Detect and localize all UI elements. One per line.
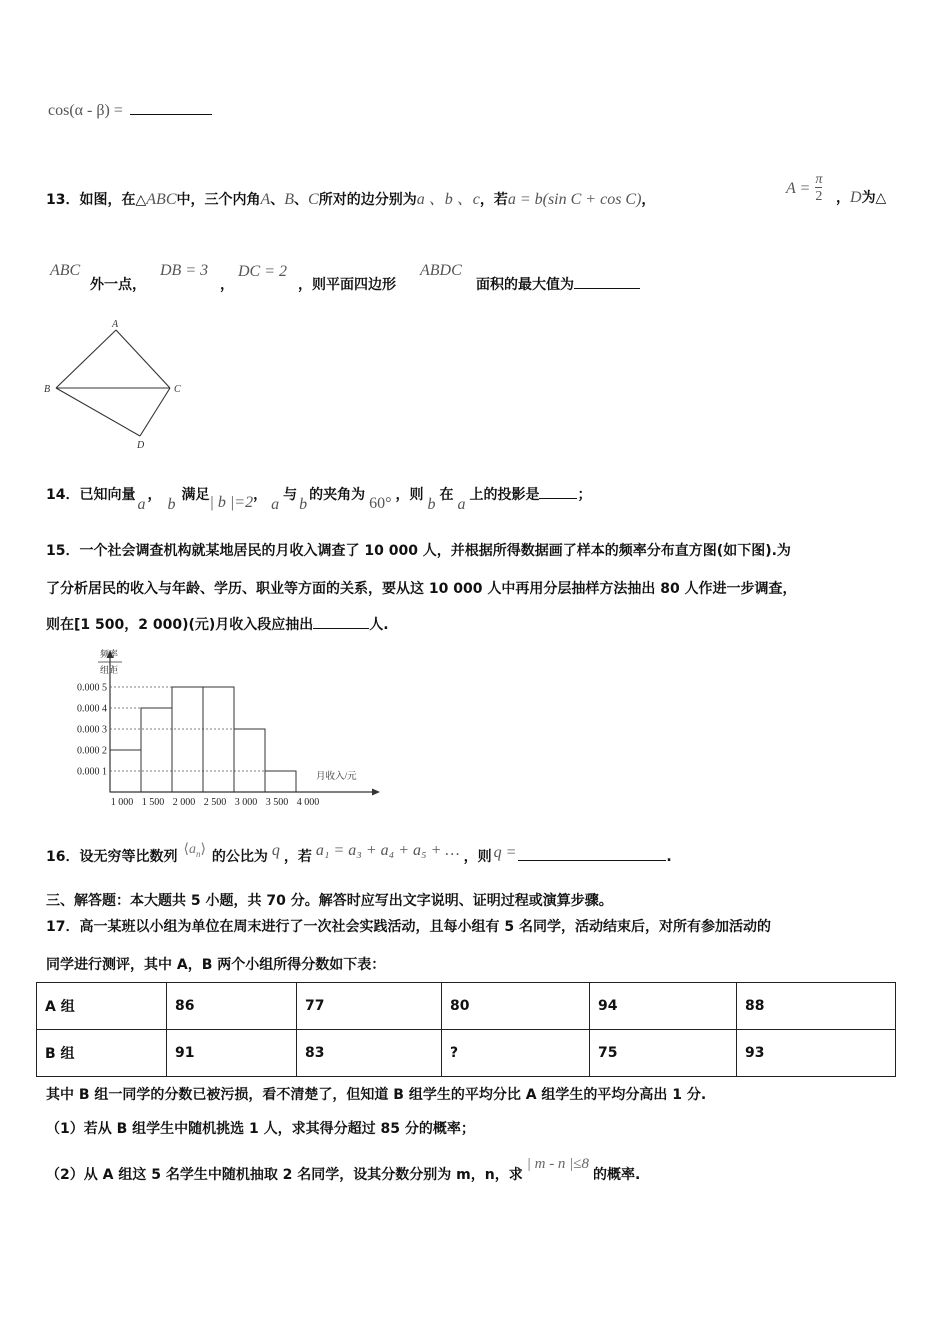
q13-text: 、 (294, 192, 309, 208)
table-cell: 93 (737, 1030, 896, 1077)
q14-math-a: a (137, 496, 146, 513)
histogram-x-tick-label: 2 500 (203, 797, 227, 808)
q17-part2 (46, 1156, 641, 1184)
q14-text: ， (253, 487, 268, 503)
histogram-y-ticks (77, 683, 107, 778)
table-cell-group-a: A 组 (37, 983, 167, 1030)
histogram-bar (172, 687, 203, 792)
q14-text: 在 (439, 487, 454, 503)
histogram-xlabel: 月收入/元 (316, 772, 357, 782)
edge-ac (116, 330, 170, 388)
q17-after-table: 其中 B 组一同学的分数已被污损，看不清楚了，但知道 B 组学生的平均分比 A 组学生的平均分高出 1 分. (46, 1087, 707, 1103)
vertex-label-b: B (44, 384, 51, 395)
q13-math-abdc-text: ABDC (420, 262, 462, 279)
q13-blank (574, 276, 640, 289)
vertex-label-d: D (137, 440, 145, 451)
table-cell: 75 (590, 1030, 737, 1077)
q12-blank (130, 102, 212, 115)
q14-blank (539, 486, 577, 499)
histogram-bar (203, 687, 234, 792)
q14-line (46, 484, 592, 513)
q13-math-dc (238, 261, 287, 281)
vertex-label-a: A (112, 319, 119, 330)
edge-bd (56, 388, 140, 436)
q17-part2-text: 的概率. (593, 1167, 641, 1183)
vertex-label-c: C (174, 384, 181, 395)
q13-fraction (815, 172, 822, 205)
q13-angle-condition (786, 172, 822, 205)
table-cell: 77 (297, 983, 442, 1030)
q13-math-pi: π (815, 172, 823, 187)
histogram-x-tick-label: 3 500 (265, 797, 289, 808)
q13-text: 为△ (861, 190, 887, 206)
histogram-y-tick-label: 0.000 3 (77, 724, 107, 736)
q15-text: 则在[1 500，2 000)(元)月收入段应抽出 (46, 617, 314, 633)
q14-math-norm: | b |=2 (209, 494, 254, 511)
table-cell-group-b: B 组 (37, 1030, 167, 1077)
q13-math-D: D (850, 189, 862, 206)
q16-text: ，则 (463, 849, 492, 865)
q14-math-angle: 60° (369, 495, 392, 512)
q13-number: 13． (46, 192, 80, 208)
histogram-bar (141, 708, 172, 792)
q14-math-b: b (167, 496, 176, 513)
q14-text: 上的投影是 (469, 487, 540, 503)
q16-text: 的公比为 (211, 849, 268, 865)
histogram-bar (265, 771, 296, 792)
q16-math-seq-sub: n (195, 848, 201, 859)
q17-score-table (36, 982, 896, 1077)
q13-line1 (46, 186, 655, 209)
q13-text: 如图，在△ (79, 192, 147, 208)
q16-math-equation: a₁ = a₃ + a₄ + a₅ + … (315, 842, 460, 859)
q14-text: ； (577, 487, 592, 503)
q13-math-dc-text: DC = 2 (238, 263, 288, 280)
histogram-ylabel-top: 频率 (100, 649, 119, 659)
q13-text-max (476, 274, 640, 294)
q13-text: 面积的最大值为 (476, 277, 574, 293)
q13-math-A-eq: A = (786, 180, 811, 197)
q13-math: B (284, 191, 295, 208)
q13-quadrilateral-figure (40, 314, 200, 454)
q13-math-db-text: DB = 3 (160, 262, 209, 279)
q14-text: 与 (283, 487, 298, 503)
q16-math-seq: $⟨a_n⟩$ (183, 842, 206, 859)
histogram-ylabel-bottom: 组距 (100, 665, 119, 675)
q14-math-a3: a (457, 496, 466, 513)
q16-line (46, 842, 672, 867)
q15-line3 (46, 614, 389, 634)
q17-part2-text: （2）从 A 组这 5 名学生中随机抽取 2 名同学，设其分数分别为 m，n，求 (46, 1167, 523, 1183)
q13-math-db (160, 260, 208, 280)
q14-text: 满足 (181, 487, 210, 503)
section3-heading: 三、解答题：本大题共 5 小题，共 70 分。解答时应写出文字说明、证明过程或演算步骤。 (46, 893, 613, 909)
q13-comma: ， (220, 277, 234, 293)
histogram-x-tick-label: 2 000 (172, 797, 196, 808)
q13-math-abc2-text: ABC (50, 262, 81, 279)
q14-text: ， (147, 487, 162, 503)
q16-text: . (666, 849, 672, 865)
table-row (37, 1030, 896, 1077)
histogram-x-tick-label: 1 500 (141, 797, 165, 808)
q13-text-quad: ，则平面四边形 (298, 277, 396, 293)
q16-math-q2: q = (493, 844, 517, 861)
table-cell: 91 (167, 1030, 297, 1077)
histogram-bar (234, 729, 265, 792)
q13-figure-lines (56, 330, 170, 436)
q13-text: 、 (270, 192, 285, 208)
q15-line2: 了分析居民的收入与年龄、学历、职业等方面的关系，要从这 10 000 人中再用分层抽样方法抽出 80 人作进一步调查， (46, 581, 797, 597)
q14-math-b2: b (299, 496, 308, 513)
q13-math-equation: a = b(sin C + cos C) (507, 191, 642, 208)
q12-answer-line (48, 100, 212, 120)
histogram-x-tick-label: 4 000 (296, 797, 320, 808)
q16-math-q: q (271, 842, 280, 859)
q14-text: ，则 (395, 487, 424, 503)
histogram-y-tick-label: 0.000 2 (77, 745, 107, 757)
q13-line1-end (836, 187, 886, 207)
q16-blank (518, 848, 666, 861)
histogram-x-ticks (111, 797, 320, 808)
q13-text: ，若 (479, 192, 508, 208)
q14-number: 14． (46, 487, 80, 503)
q13-math: A (260, 191, 271, 208)
edge-ab (56, 330, 116, 388)
q13-text: 所对的边分别为 (318, 192, 417, 208)
histogram-bars (110, 687, 296, 792)
histogram-y-tick-label: 0.000 5 (77, 682, 107, 694)
histogram-y-tick-label: 0.000 1 (77, 766, 107, 778)
q13-math-abdc (420, 260, 462, 280)
q13-text: 中，三个内角 (176, 192, 261, 208)
table-row (37, 983, 896, 1030)
q13-math-two: 2 (815, 189, 823, 204)
q17-part1: （1）若从 B 组学生中随机挑选 1 人，求其得分超过 85 分的概率； (46, 1121, 475, 1137)
histogram-y-tick-label: 0.000 4 (77, 703, 107, 715)
q13-math-abc2 (50, 260, 80, 280)
histogram-x-tick-label: 1 000 (110, 797, 134, 808)
q17-part2-math: | m - n |≤8 (526, 1156, 590, 1172)
q17-line1: 17．高一某班以小组为单位在周末进行了一次社会实践活动，且每小组有 5 名同学，活动结束后，对所有参加活动的 (46, 919, 771, 935)
table-cell: 80 (442, 983, 590, 1030)
q15-histogram (40, 646, 390, 810)
q15-blank (313, 616, 369, 629)
x-axis-arrow (372, 789, 380, 796)
q13-math: C (308, 191, 319, 208)
q13-text-outside: 外一点， (90, 277, 146, 293)
q13-math-sides: a 、b 、c (416, 191, 480, 208)
q14-text: 的夹角为 (309, 487, 366, 503)
q15-text: 人. (369, 617, 389, 633)
q15-line1: 15．一个社会调查机构就某地居民的月收入调查了 10 000 人，并根据所得数据画了样本的频率分布直方图(如下图).为 (46, 543, 791, 559)
q16-math-seq-a: a (188, 842, 196, 857)
table-cell: 94 (590, 983, 737, 1030)
edge-cd (140, 388, 170, 436)
q16-text: ，若 (283, 849, 312, 865)
q13-text: ， (641, 192, 656, 208)
q14-math-a2: a (271, 496, 280, 513)
q16-number: 16． (46, 849, 80, 865)
table-cell: 86 (167, 983, 297, 1030)
q14-math-b3: b (427, 496, 436, 513)
table-cell: 83 (297, 1030, 442, 1077)
q12-expression: cos(α - β) = (48, 102, 123, 119)
histogram-x-tick-label: 3 000 (234, 797, 258, 808)
q13-text: ， (836, 190, 850, 206)
q14-text: 已知向量 (79, 487, 136, 503)
q17-line2: 同学进行测评，其中 A，B 两个小组所得分数如下表： (46, 957, 386, 973)
q13-math-abc: ABC (146, 191, 177, 208)
q16-text: 设无穷等比数列 (79, 849, 178, 865)
table-cell-unknown: ? (442, 1030, 590, 1077)
table-cell: 88 (737, 983, 896, 1030)
